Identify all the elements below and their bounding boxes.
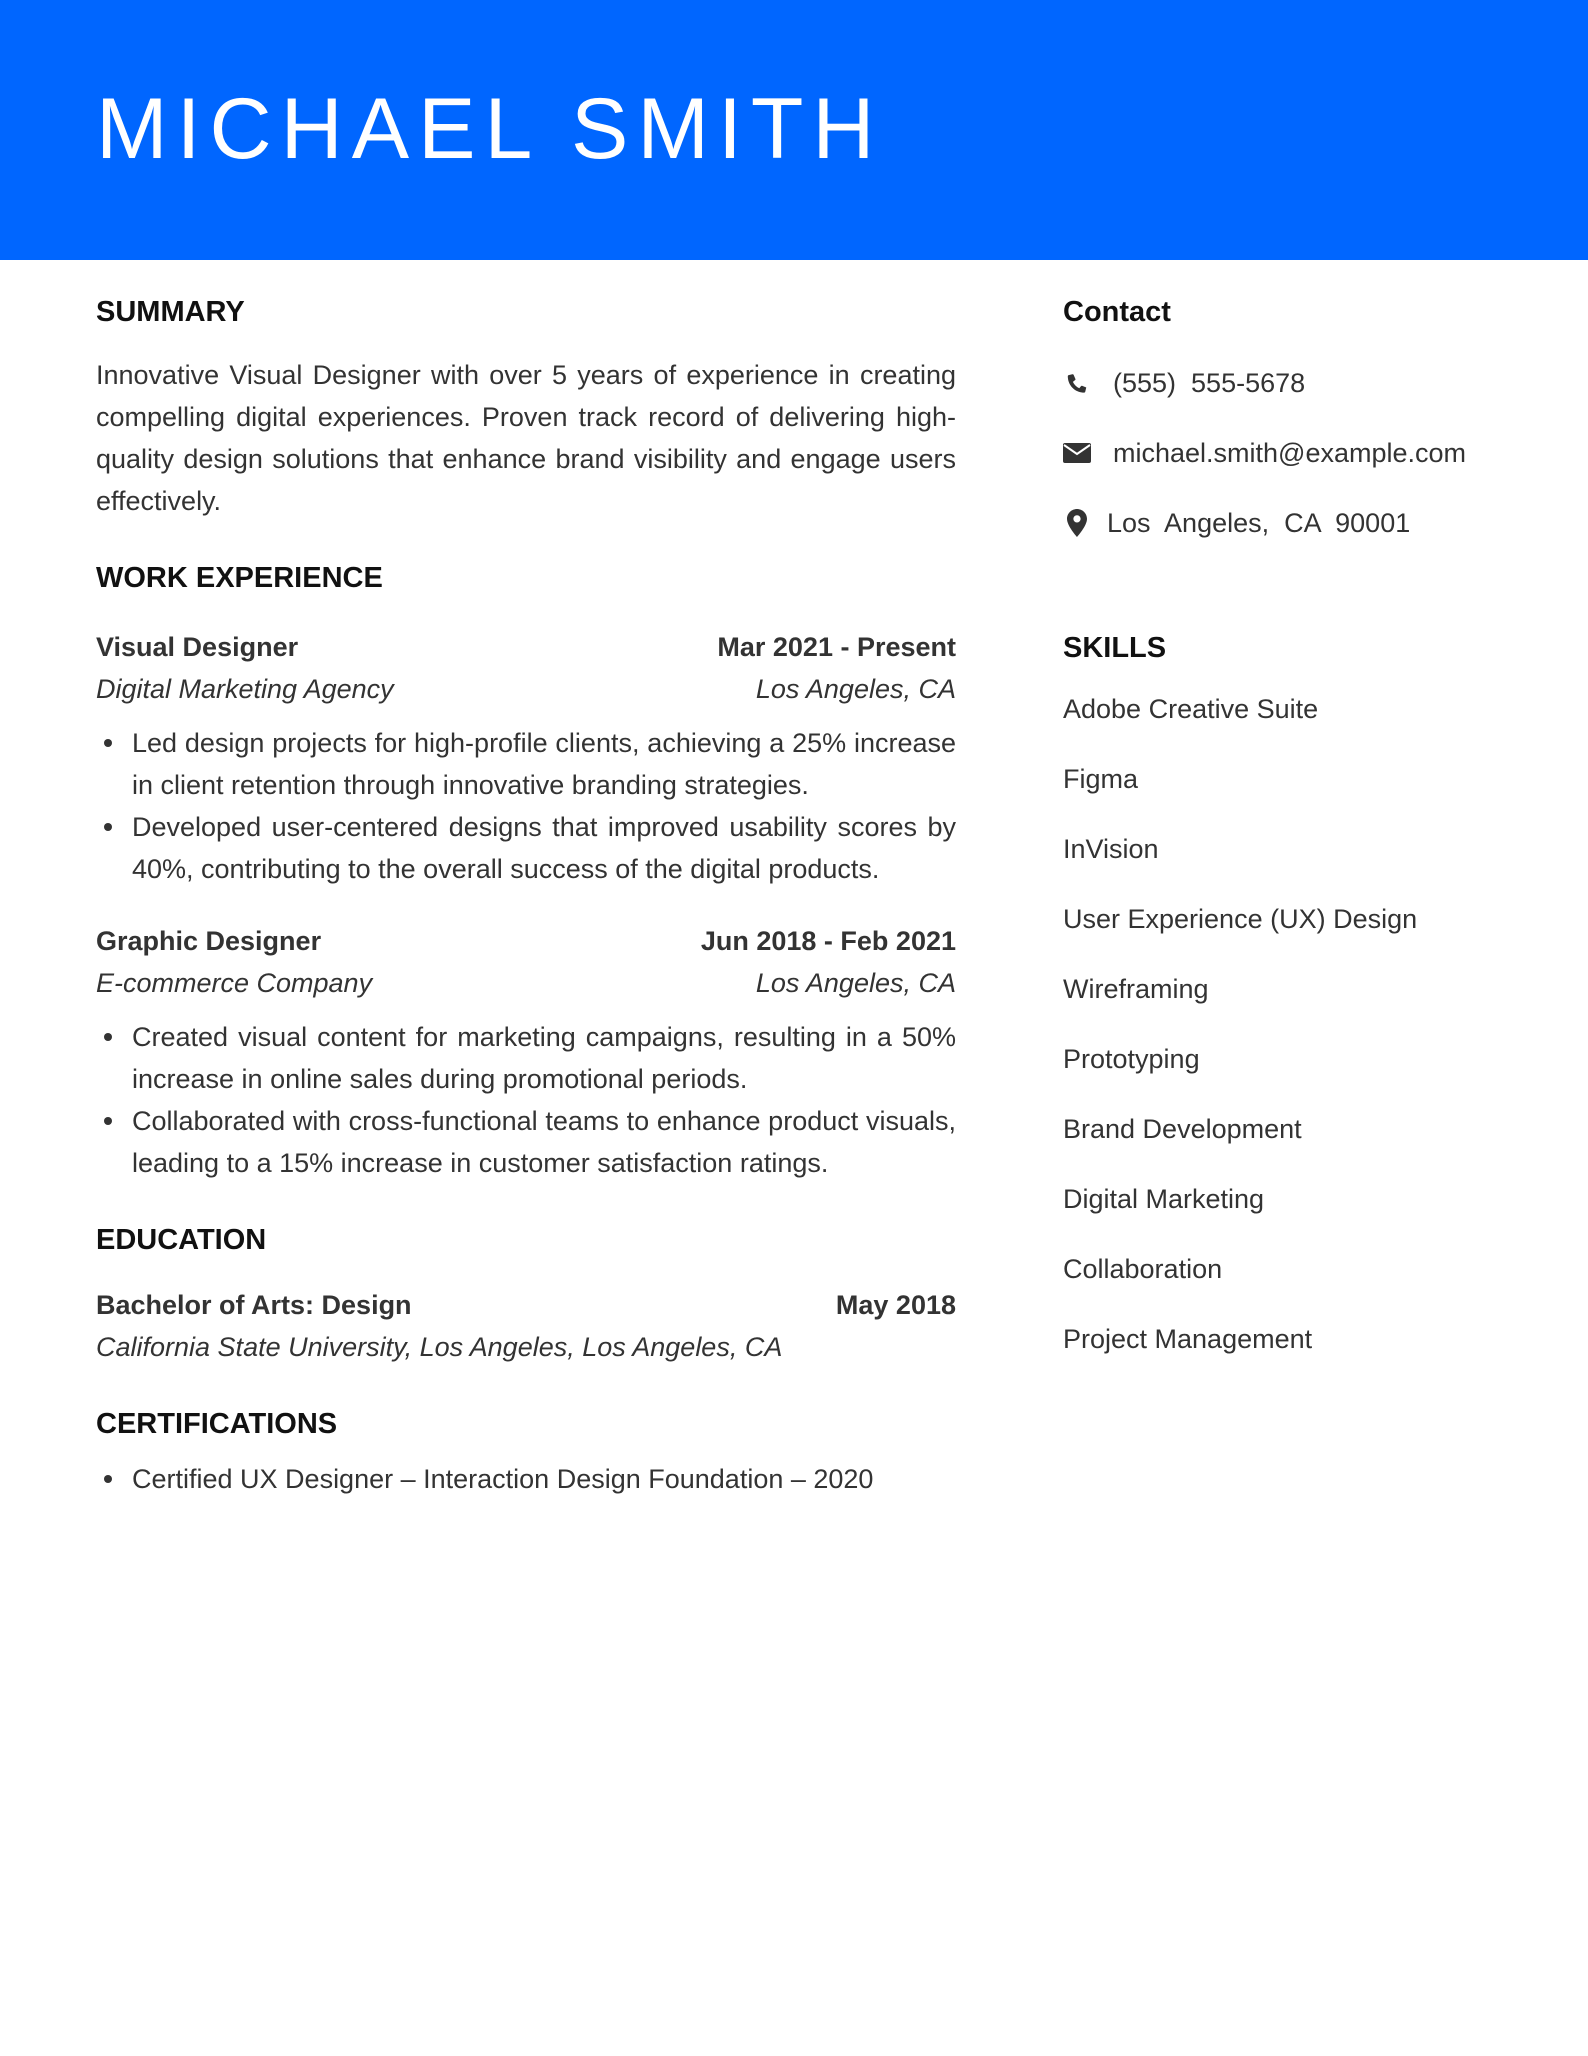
contact-heading: Contact	[1063, 296, 1171, 328]
job-bullets	[96, 722, 956, 890]
job-entry	[96, 920, 956, 1184]
work-experience-heading: WORK EXPERIENCE	[96, 562, 383, 594]
job-bullet: Developed user-centered designs that improved usability scores by 40%, contributing to the overall success of the digital products.	[132, 806, 956, 890]
job-role: Visual Designer	[96, 632, 299, 662]
job-role: Graphic Designer	[96, 926, 322, 956]
job-dates: Mar 2021 - Present	[717, 632, 956, 662]
skill-item: Brand Development	[1063, 1114, 1302, 1144]
skill-item: Digital Marketing	[1063, 1184, 1265, 1214]
education-date: May 2018	[835, 1290, 956, 1320]
certifications-section	[96, 1402, 956, 1500]
work-experience-section	[96, 556, 956, 1184]
job-location: Los Angeles, CA	[755, 968, 956, 998]
skill-list	[1063, 688, 1543, 1360]
job-bullet: Led design projects for high-profile clients, achieving a 25% increase in client retention through innovative branding strategies.	[132, 722, 956, 806]
contact-email-text: michael.smith@example.com	[1113, 438, 1467, 468]
skills-section	[1063, 626, 1543, 1360]
skill-item: User Experience (UX) Design	[1063, 904, 1418, 934]
job-entry	[96, 626, 956, 890]
skill-item: Prototyping	[1063, 1044, 1200, 1074]
contact-phone-text: (555) 555-5678	[1113, 368, 1306, 398]
job-location: Los Angeles, CA	[755, 674, 956, 704]
bullet-dot-icon	[104, 1475, 112, 1483]
job-bullets	[96, 1016, 956, 1184]
contact-location-text: Los Angeles, CA 90001	[1107, 508, 1411, 538]
skill-item: Project Management	[1063, 1324, 1313, 1354]
education-section	[96, 1218, 956, 1368]
education-entry	[96, 1284, 956, 1368]
education-school: California State University, Los Angeles, Los Angeles, CA	[96, 1332, 783, 1362]
job-company: Digital Marketing Agency	[96, 674, 394, 704]
header-banner	[0, 0, 1588, 260]
bullet-dot-icon	[104, 1033, 112, 1041]
contact-location	[1063, 502, 1543, 544]
skills-heading: SKILLS	[1063, 632, 1167, 664]
education-degree: Bachelor of Arts: Design	[96, 1290, 412, 1320]
phone-icon	[1063, 369, 1091, 397]
job-dates: Jun 2018 - Feb 2021	[700, 926, 956, 956]
bullet-dot-icon	[104, 823, 112, 831]
envelope-icon	[1063, 439, 1091, 467]
skill-item: Collaboration	[1063, 1254, 1223, 1284]
contact-phone	[1063, 362, 1543, 404]
certification-item: Certified UX Designer – Interaction Design Foundation – 2020	[132, 1458, 956, 1500]
job-company: E-commerce Company	[96, 968, 373, 998]
bullet-dot-icon	[104, 739, 112, 747]
summary-text: Innovative Visual Designer with over 5 years of experience in creating compelling digital experiences. Proven track record of delivering high-quality design solutions that enhance brand visibility and engage users effectively.	[96, 360, 956, 516]
bullet-dot-icon	[104, 1117, 112, 1125]
skill-item: Adobe Creative Suite	[1063, 694, 1319, 724]
job-bullet: Created visual content for marketing campaigns, resulting in a 50% increase in online sales during promotional periods.	[132, 1016, 956, 1100]
summary-heading: SUMMARY	[96, 296, 245, 328]
contact-section	[1063, 290, 1543, 544]
skill-item: Wireframing	[1063, 974, 1209, 1004]
contact-email	[1063, 432, 1543, 474]
map-pin-icon	[1063, 509, 1091, 537]
job-bullet: Collaborated with cross-functional teams to enhance product visuals, leading to a 15% increase in customer satisfaction ratings.	[132, 1100, 956, 1184]
main-column	[96, 290, 956, 1500]
candidate-name: MICHAEL SMITH	[96, 81, 884, 177]
skill-item: Figma	[1063, 764, 1139, 794]
education-heading: EDUCATION	[96, 1224, 267, 1256]
summary-section	[96, 290, 956, 522]
skill-item: InVision	[1063, 834, 1159, 864]
sidebar-column	[1063, 290, 1543, 1360]
certification-list	[96, 1458, 956, 1500]
certifications-heading: CERTIFICATIONS	[96, 1408, 338, 1440]
